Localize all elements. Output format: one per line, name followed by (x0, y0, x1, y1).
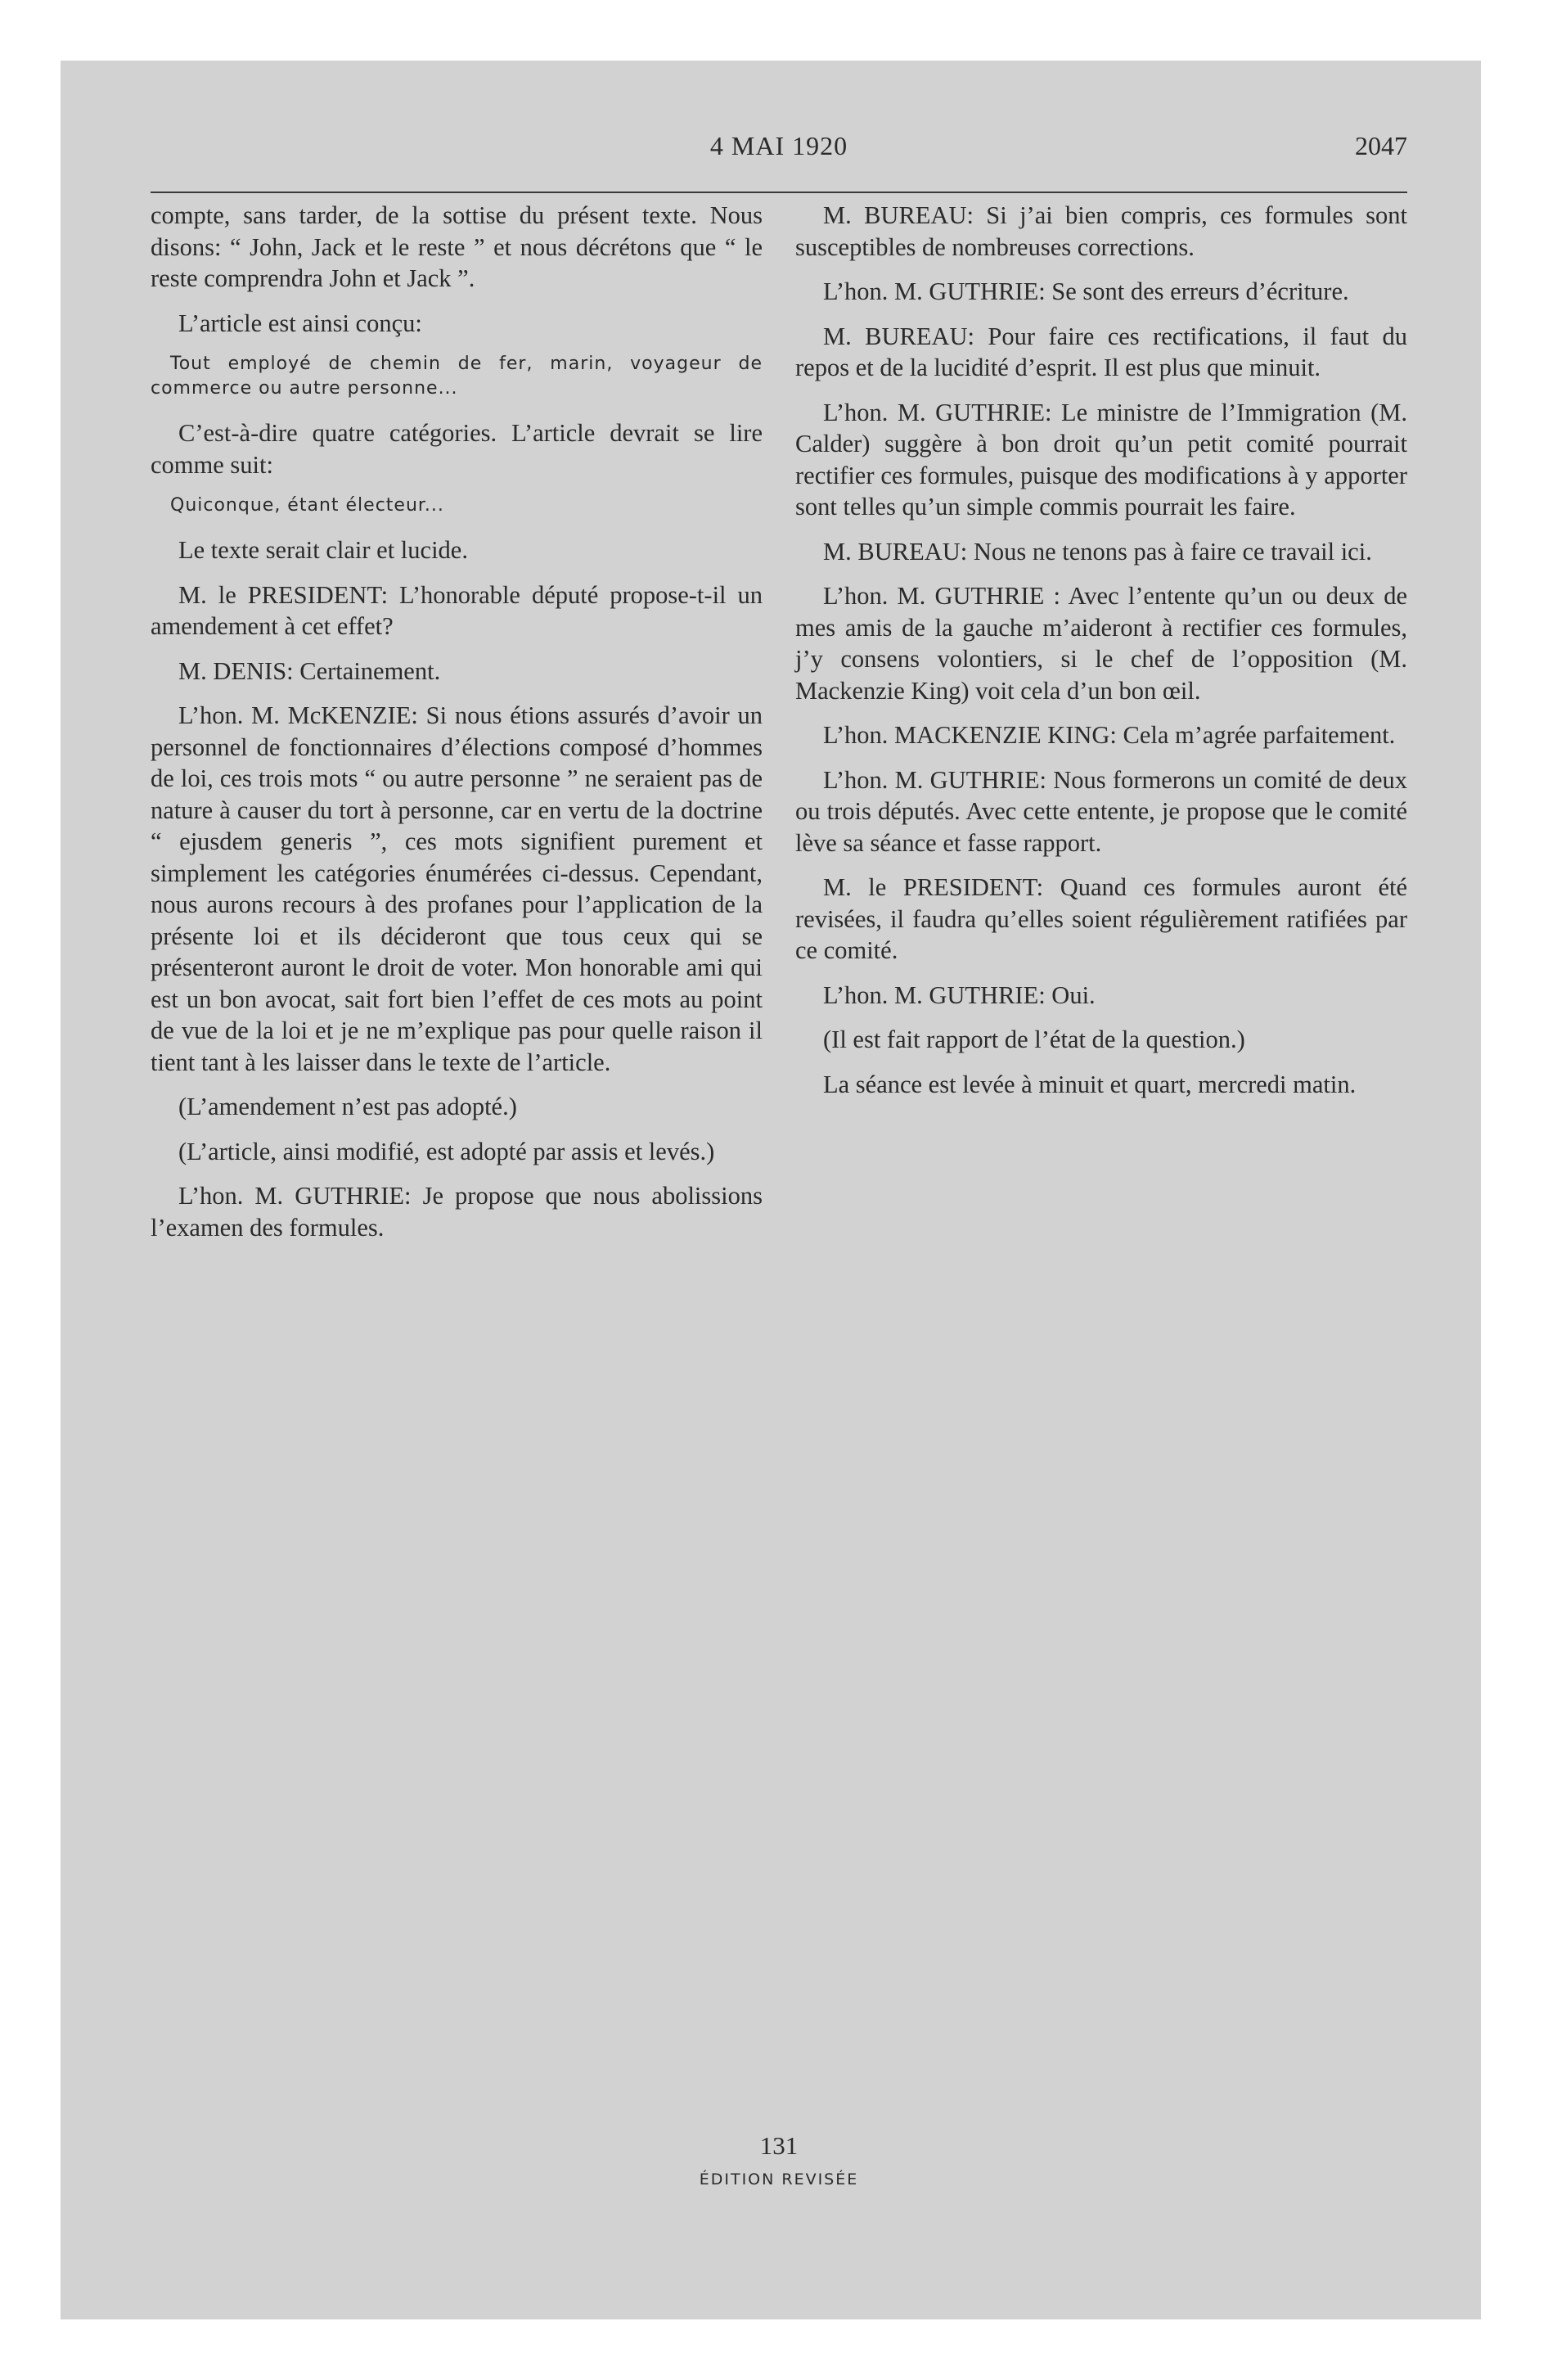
paragraph: (Il est fait rapport de l’état de la question.) (823, 1025, 1245, 1053)
paragraph: M. BUREAU: Si j’ai bien compris, ces formules sont susceptibles de nombreuses corrections. (795, 201, 1407, 261)
page-date: 4 MAI 1920 (709, 131, 848, 160)
paragraph: Le texte serait clair et lucide. (178, 536, 468, 564)
paragraph: (L’amendement n’est pas adopté.) (178, 1093, 517, 1120)
paragraph: (L’article, ainsi modifié, est adopté par assis et levés.) (178, 1137, 715, 1165)
paragraph: L’hon. M. GUTHRIE: Oui. (823, 980, 1096, 1009)
page-number: 2047 (1355, 131, 1407, 160)
paragraph: M. BUREAU: Nous ne tenons pas à faire ce travail ici. (823, 537, 1372, 566)
paragraph: M. le PRESIDENT: Quand ces formules auront été revisées, il faudra qu’elles soient régulièrement ratifiées par ce comité. (795, 873, 1407, 964)
right-column (795, 200, 1407, 1113)
folio-number: 131 (759, 2131, 799, 2160)
paragraph: C’est-à-dire quatre catégories. L’article devrait se lire comme suit: (151, 419, 763, 479)
running-head (151, 131, 1407, 169)
edition-label: ÉDITION REVISÉE (699, 2170, 859, 2188)
paragraph: L’hon. M. GUTHRIE: Le ministre de l’Immigration (M. Calder) suggère à bon droit qu’un petit comité pourrait rectifier ces formules, puisque des modifications à y apporter sont telles qu’un simple commis pourrait les faire. (795, 398, 1407, 521)
paragraph: M. le PRESIDENT: L’honorable député propose-t-il un amendement à cet effet? (151, 580, 763, 640)
quoted-text: Tout employé de chemin de fer, marin, voyageur de commerce ou autre personne... (151, 354, 763, 399)
paragraph: L’hon. M. GUTHRIE : Avec l’entente qu’un ou deux de mes amis de la gauche m’aideront à rectifier ces formules, j’y consens volontiers, si le chef de l’opposition (M. Mackenzie King) voit cela d’un bon œil. (795, 582, 1407, 705)
paragraph: L’hon. MACKENZIE KING: Cela m’agrée parfaitement. (823, 721, 1396, 749)
paragraph: L’hon. M. GUTHRIE: Je propose que nous abolissions l’examen des formules. (151, 1182, 763, 1242)
paragraph: M. BUREAU: Pour faire ces rectifications, il faut du repos et de la lucidité d’esprit. Il est plus que minuit. (795, 322, 1407, 381)
paragraph: L’hon. M. McKENZIE: Si nous étions assurés d’avoir un personnel de fonctionnaires d’élections composé d’hommes de loi, ces trois mots “ ou autre personne ” ne seraient pas de nature à causer du tort à personne, car en vertu de la doctrine “ ejusdem generis ”, ces mots signifient purement et simplement les catégories énumérées ci-dessus. Cependant, nous aurons recours à des profanes pour l’application de la présente loi et ils décideront que tous ceux qui se présenteront auront le droit de voter. Mon honorable ami qui est un bon avocat, sait fort bien l’effet de ces mots au point de vue de la loi et je ne m’explique pas pour quelle raison il tient tant à les laisser dans le texte de l’article. (151, 701, 763, 1076)
paragraph: M. DENIS: Certainement. (178, 656, 441, 685)
paragraph: La séance est levée à minuit et quart, mercredi matin. (823, 1070, 1357, 1098)
header-rule (151, 192, 1407, 193)
left-column (151, 200, 763, 1256)
paragraph: L’hon. M. GUTHRIE: Nous formerons un comité de deux ou trois députés. Avec cette entente, je propose que le comité lève sa séance et fasse rapport. (795, 765, 1407, 857)
quoted-text: Quiconque, étant électeur... (170, 495, 444, 516)
paragraph: L’hon. M. GUTHRIE: Se sont des erreurs d’écriture. (823, 277, 1349, 305)
paragraph: compte, sans tarder, de la sottise du présent texte. Nous disons: “ John, Jack et le reste ” et nous décrétons que “ le reste comprendra John et Jack ”. (151, 201, 763, 292)
paragraph: L’article est ainsi conçu: (178, 309, 422, 337)
